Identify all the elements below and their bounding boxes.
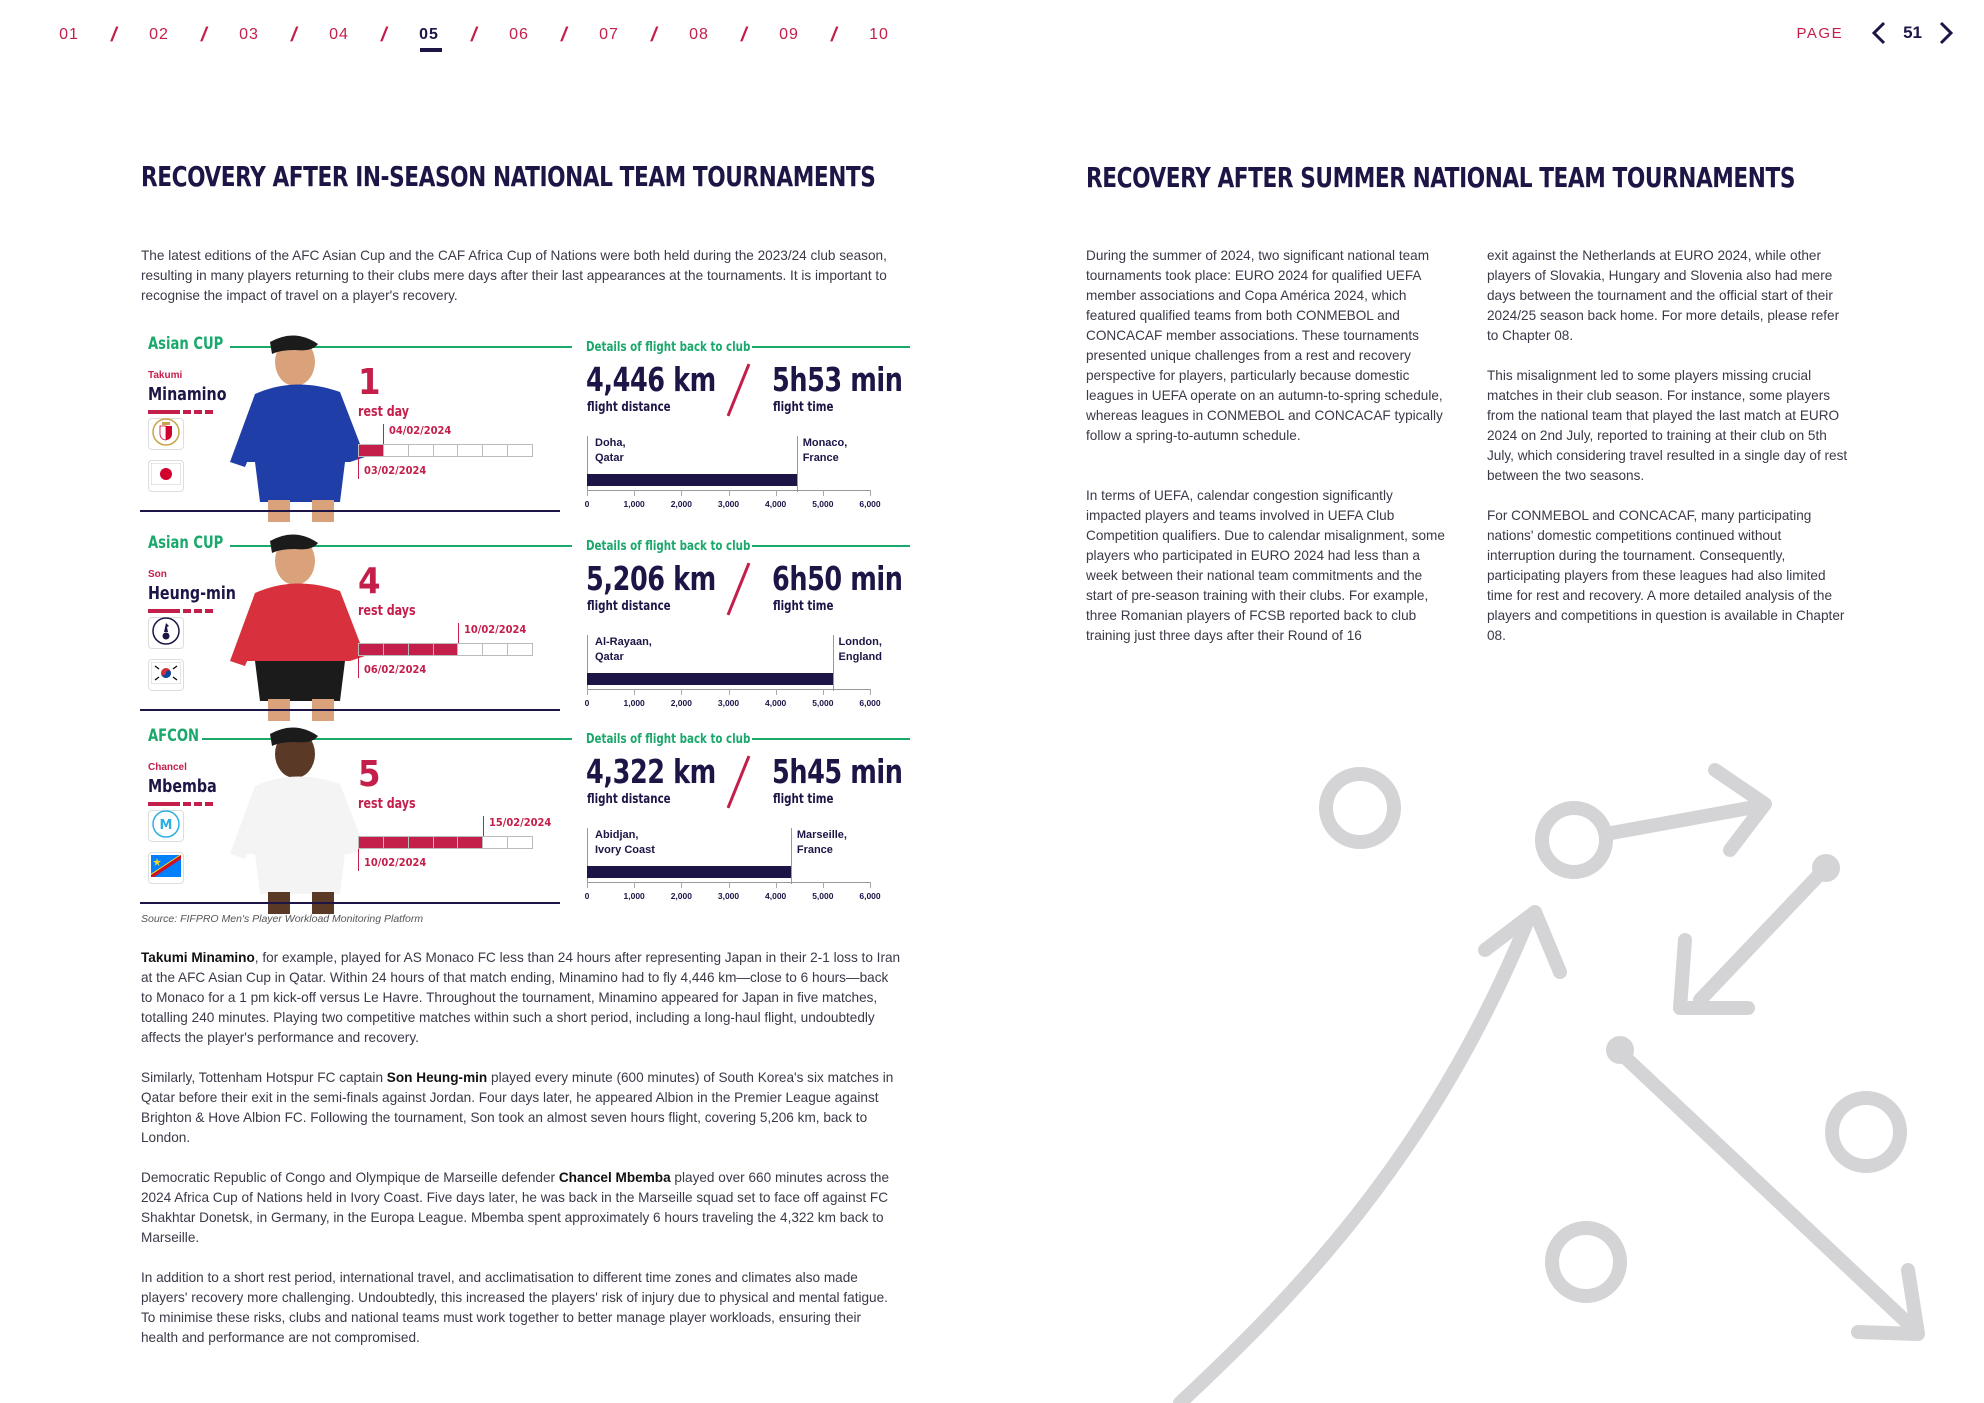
right-col2-paragraph-3: For CONMEBOL and CONCACAF, many participating nations' domestic competitions continued without interruption during the tournament. Consequently, participating players from these leagues had also limited time for rest and recovery. A more detailed analysis of the players and competitions in question is available in Chapter 08. — [1487, 508, 1845, 643]
rest-day-cell — [434, 445, 459, 456]
player-name-bold: Takumi Minamino — [141, 950, 255, 965]
axis-tick — [776, 882, 777, 888]
body-text: played every minute (600 minutes) of South Korea's six matches in Qatar before their exit in the semi-finals against Jordan. Four days later, he appeared Albion in the Premier League against Brighton & Hove Albion FC. Following the tournament, Son took an almost seven hours flight, covering 5,206 km, back to London. — [141, 1070, 894, 1145]
chapter-separator: / — [108, 23, 120, 46]
player-first-name: Son — [148, 569, 167, 580]
rest-days-bar — [358, 643, 533, 656]
axis-tick — [870, 490, 871, 496]
body-text: , for example, played for AS Monaco FC less than 24 hours after representing Japan in their 2-1 loss to Iran at the AFC Asian Cup in Qatar. Within 24 hours of that match ending, Minamino had to fly 4,446 km—close to 6 hours—back to Monaco for a 1 pm kick-off versus Le Havre. Throughout the tournament, Minamino appeared for Japan in five matches, totalling 240 minutes. Playing two competitive matches within such a short period, including a long-haul flight, undoubtedly affects the player's performance and recovery. — [141, 950, 901, 1045]
chapter-separator: / — [558, 23, 570, 46]
axis-tick-label: 3,000 — [717, 499, 740, 509]
axis-tick-label: 6,000 — [859, 891, 881, 901]
olympique-marseille-crest-icon — [152, 810, 180, 843]
rest-day-cell — [434, 644, 459, 655]
return-date: 04/02/2024 — [389, 424, 452, 437]
previous-page-icon[interactable] — [1869, 20, 1889, 46]
rest-day-cell — [359, 445, 384, 456]
rest-day-cell — [384, 445, 409, 456]
chapter-link-06[interactable]: 06 — [509, 26, 529, 43]
right-col2-paragraph-2: This misalignment led to some players missing crucial matches in their club season. For instance, some players from the national team that played the last match at EURO 2024 on 2nd July, reported to training at their club on 5th July, which considering travel resulted in a single day of rest between the two seasons. — [1487, 368, 1848, 483]
player-photo — [200, 531, 380, 721]
axis-tick — [634, 490, 635, 496]
dr-congo-flag-icon — [151, 855, 181, 882]
player-card-mbemba — [140, 724, 910, 914]
tournament-label: Asian CUP — [148, 334, 224, 354]
date-marker — [483, 816, 484, 836]
nation-badge — [148, 852, 184, 884]
chapter-link-08[interactable]: 08 — [689, 26, 709, 43]
flight-distance-value: 4,446 km — [586, 360, 716, 399]
flight-distance-value: 4,322 km — [586, 752, 716, 791]
axis-tick-label: 4,000 — [765, 698, 787, 708]
date-marker — [358, 457, 359, 479]
left-heading: RECOVERY AFTER IN-SEASON NATIONAL TEAM TOURNAMENTS — [141, 160, 876, 193]
player-last-name: Minamino — [148, 384, 227, 405]
chapter-nav — [40, 22, 908, 48]
tournament-label: Asian CUP — [148, 533, 224, 553]
body-paragraph-1 — [141, 948, 901, 1048]
chapter-link-07[interactable]: 07 — [599, 26, 619, 43]
last-match-date: 03/02/2024 — [364, 464, 427, 477]
player-card-heung-min — [140, 531, 910, 721]
player-photo — [200, 332, 380, 522]
flight-time-label: flight time — [773, 400, 834, 415]
date-marker — [458, 623, 459, 643]
card-baseline — [140, 709, 560, 711]
flight-details-header: Details of flight back to club — [586, 732, 751, 747]
destination-rule — [833, 635, 834, 691]
card-baseline — [140, 510, 560, 512]
origin-city: Abidjan, Ivory Coast — [595, 829, 655, 856]
rest-day-cell — [483, 644, 508, 655]
rest-day-cell — [409, 445, 434, 456]
axis-tick — [729, 882, 730, 888]
nation-badge — [148, 460, 184, 492]
last-match-date: 06/02/2024 — [364, 663, 427, 676]
destination-city: London, England — [838, 636, 882, 663]
flight-distance-label: flight distance — [587, 792, 671, 807]
next-page-icon[interactable] — [1936, 20, 1956, 46]
divider-slash — [727, 755, 751, 808]
rest-day-cell — [458, 837, 483, 848]
tournament-label: AFCON — [148, 726, 200, 746]
tottenham-crest-icon — [152, 617, 180, 650]
divider-slash — [727, 363, 751, 416]
rest-days-label: rest days — [358, 796, 416, 812]
axis-tick — [634, 882, 635, 888]
rest-day-cell — [409, 837, 434, 848]
axis-tick-label: 3,000 — [717, 891, 740, 901]
rest-day-cell — [508, 644, 532, 655]
axis-tick — [681, 882, 682, 888]
nation-badge — [148, 659, 184, 691]
axis-tick — [729, 689, 730, 695]
rest-days-number: 5 — [358, 754, 381, 795]
flight-distance-bar — [587, 474, 797, 486]
rest-day-cell — [359, 837, 384, 848]
player-last-name: Heung-min — [148, 583, 236, 604]
axis-tick-label: 5,000 — [812, 499, 834, 509]
axis-tick-label: 6,000 — [859, 698, 881, 708]
body-paragraph-4: In addition to a short rest period, international travel, and acclimatisation to different time zones and climates also made players' recovery more challenging. Undoubtedly, this increased the players' risk of injury due to physical and mental fatigue. To minimise these risks, clubs and national teams must work together to better manage player workloads, ensuring their health and performance are not compromised. — [141, 1270, 888, 1345]
destination-city: Monaco, France — [802, 437, 848, 464]
rest-day-cell — [409, 644, 434, 655]
flight-distance-label: flight distance — [587, 400, 671, 415]
player-name-bold: Son Heung-min — [386, 1070, 488, 1085]
axis-tick — [823, 490, 824, 496]
chapter-link-02[interactable]: 02 — [149, 26, 169, 43]
flight-time-value: 5h53 min — [772, 360, 903, 399]
rest-days-number: 1 — [358, 362, 381, 403]
axis-tick-label: 5,000 — [812, 891, 834, 901]
right-col1-paragraph-2: In terms of UEFA, calendar congestion significantly impacted players and teams involved in UEFA Club Competition qualifiers. Due to calendar misalignment, some players who participated in EURO 2024 had less than a week between their national team commitments and the start of pre-season training with their clubs. For example, three Romanian players of FCSB reported back to club training just three days after their Round of 16 — [1086, 488, 1445, 643]
axis-tick-label: 1,000 — [623, 698, 645, 708]
chapter-separator: / — [738, 23, 750, 46]
rest-day-cell — [384, 837, 409, 848]
rest-day-cell — [458, 644, 483, 655]
club-badge — [148, 418, 184, 450]
destination-rule — [791, 828, 792, 884]
body-text: played over 660 minutes across the 2024 Africa Cup of Nations held in Ivory Coast. Five days later, he was back in the Marseille squad set to face off against FC Shakhtar Donetsk, in Germany, in the Europa League. Mbemba spent approximately 6 hours traveling the 4,322 km back to Marseille. — [141, 1170, 890, 1245]
right-col1-paragraph-1: During the summer of 2024, two significant national team tournaments took place: EURO 2024 for qualified UEFA member associations and Copa América 2024, which featured qualified teams from both CONMEBOL and CONCACAF member associations. These tournaments presented unique challenges from a rest and recovery perspective for players, particularly because domestic leagues in UEFA operate on an autumn-to-spring schedule, whereas leagues in CONMEBOL and CONCACAF typically follow a spring-to-autumn schedule. — [1086, 248, 1443, 443]
tactics-diagram-illustration — [1140, 740, 1984, 1403]
rest-day-cell — [483, 837, 508, 848]
japan-flag-icon — [151, 463, 181, 490]
axis-tick-label: 3,000 — [717, 698, 740, 708]
flight-distance-bar — [587, 673, 833, 685]
page-label: PAGE — [1796, 24, 1844, 42]
chapter-link-10[interactable]: 10 — [869, 26, 889, 43]
destination-rule — [797, 436, 798, 492]
chapter-separator: / — [378, 23, 390, 46]
rest-day-cell — [483, 445, 508, 456]
axis-tick-label: 0 — [584, 499, 590, 509]
chapter-link-01[interactable]: 01 — [59, 26, 79, 43]
flight-time-label: flight time — [773, 599, 834, 614]
flight-distance-label: flight distance — [587, 599, 671, 614]
south-korea-flag-icon — [151, 662, 181, 689]
chapter-separator: / — [468, 23, 480, 46]
axis-tick — [587, 882, 588, 888]
axis-tick — [681, 490, 682, 496]
rest-day-cell — [508, 445, 532, 456]
flight-distance-bar — [587, 866, 791, 878]
date-marker — [358, 849, 359, 871]
axis-tick-label: 1,000 — [623, 499, 645, 509]
return-date: 10/02/2024 — [464, 623, 527, 636]
right-col2-paragraph-1: exit against the Netherlands at EURO 2024, while other players of Slovakia, Hungary and Slovenia also had mere days between the tournament and the official start of their 2024/25 season back home. For more details, please refer to Chapter 08. — [1487, 248, 1840, 343]
body-text: Similarly, Tottenham Hotspur FC captain — [141, 1070, 387, 1085]
axis-tick-label: 0 — [584, 891, 590, 901]
axis-tick-label: 1,000 — [623, 891, 645, 901]
source-note: Source: FIFPRO Men's Player Workload Monitoring Platform — [141, 913, 424, 925]
divider-slash — [727, 562, 751, 615]
rest-days-label: rest days — [358, 603, 416, 619]
rest-day-cell — [458, 445, 483, 456]
rest-days-number: 4 — [358, 561, 381, 602]
axis-tick — [634, 689, 635, 695]
page-number: 51 — [1903, 23, 1922, 42]
axis-tick — [776, 689, 777, 695]
player-name-bold: Chancel Mbemba — [558, 1170, 671, 1185]
right-heading: RECOVERY AFTER SUMMER NATIONAL TEAM TOURNAMENTS — [1086, 161, 1796, 194]
player-first-name: Takumi — [148, 370, 183, 381]
axis-tick-label: 0 — [584, 698, 590, 708]
page-indicator — [1797, 20, 1957, 46]
flight-time-value: 5h45 min — [772, 752, 903, 791]
flight-details-header: Details of flight back to club — [586, 539, 751, 554]
chapter-link-04[interactable]: 04 — [329, 26, 349, 43]
axis-tick — [870, 689, 871, 695]
player-last-name: Mbemba — [148, 776, 217, 797]
axis-tick — [587, 689, 588, 695]
date-marker — [358, 656, 359, 678]
axis-tick-label: 4,000 — [765, 891, 787, 901]
axis-tick-label: 2,000 — [670, 891, 692, 901]
axis-tick-label: 5,000 — [812, 698, 834, 708]
card-baseline — [140, 902, 560, 904]
rest-days-label: rest day — [358, 404, 410, 420]
club-badge — [148, 617, 184, 649]
rest-day-cell — [434, 837, 459, 848]
flight-header-rule — [752, 738, 910, 740]
club-badge — [148, 810, 184, 842]
axis-tick — [776, 490, 777, 496]
axis-tick — [587, 490, 588, 496]
left-intro: The latest editions of the AFC Asian Cup and the CAF Africa Cup of Nations were both held during the 2023/24 club season, resulting in many players returning to their clubs mere days after their last appearances at the tournaments. It is important to recognise the impact of travel on a player's recovery. — [141, 248, 887, 303]
axis-tick-label: 6,000 — [859, 499, 881, 509]
player-photo — [200, 724, 380, 914]
axis-tick-label: 2,000 — [670, 698, 692, 708]
body-text: Democratic Republic of Congo and Olympique de Marseille defender — [141, 1170, 559, 1185]
player-first-name: Chancel — [148, 762, 187, 773]
flight-time-label: flight time — [773, 792, 834, 807]
rest-day-cell — [508, 837, 532, 848]
chapter-link-03[interactable]: 03 — [239, 26, 259, 43]
chapter-separator: / — [288, 23, 300, 46]
origin-city: Doha, Qatar — [595, 437, 626, 464]
last-match-date: 10/02/2024 — [364, 856, 427, 869]
chapter-link-05[interactable]: 05 — [400, 26, 458, 44]
rest-days-bar — [358, 444, 533, 457]
flight-header-rule — [752, 346, 910, 348]
svg-text:M: M — [159, 817, 173, 833]
flight-details-header: Details of flight back to club — [586, 340, 751, 355]
flight-header-rule — [752, 545, 910, 547]
as-monaco-crest-icon — [152, 418, 180, 451]
date-marker — [383, 424, 384, 444]
axis-tick-label: 2,000 — [670, 499, 692, 509]
body-paragraph-2 — [141, 1068, 901, 1148]
rest-days-bar — [358, 836, 533, 849]
return-date: 15/02/2024 — [489, 816, 552, 829]
axis-tick — [729, 490, 730, 496]
origin-city: Al-Rayaan, Qatar — [595, 636, 652, 663]
axis-tick — [823, 882, 824, 888]
axis-tick — [681, 689, 682, 695]
rest-day-cell — [384, 644, 409, 655]
destination-city: Marseille, France — [796, 829, 847, 856]
chapter-separator: / — [648, 23, 660, 46]
axis-tick — [823, 689, 824, 695]
rest-day-cell — [359, 644, 384, 655]
chapter-separator: / — [198, 23, 210, 46]
axis-tick — [870, 882, 871, 888]
chapter-link-09[interactable]: 09 — [779, 26, 799, 43]
flight-distance-value: 5,206 km — [586, 559, 716, 598]
chapter-separator: / — [828, 23, 840, 46]
flight-time-value: 6h50 min — [772, 559, 903, 598]
axis-tick-label: 4,000 — [765, 499, 787, 509]
body-paragraph-3 — [141, 1168, 901, 1248]
player-card-minamino — [140, 332, 910, 522]
